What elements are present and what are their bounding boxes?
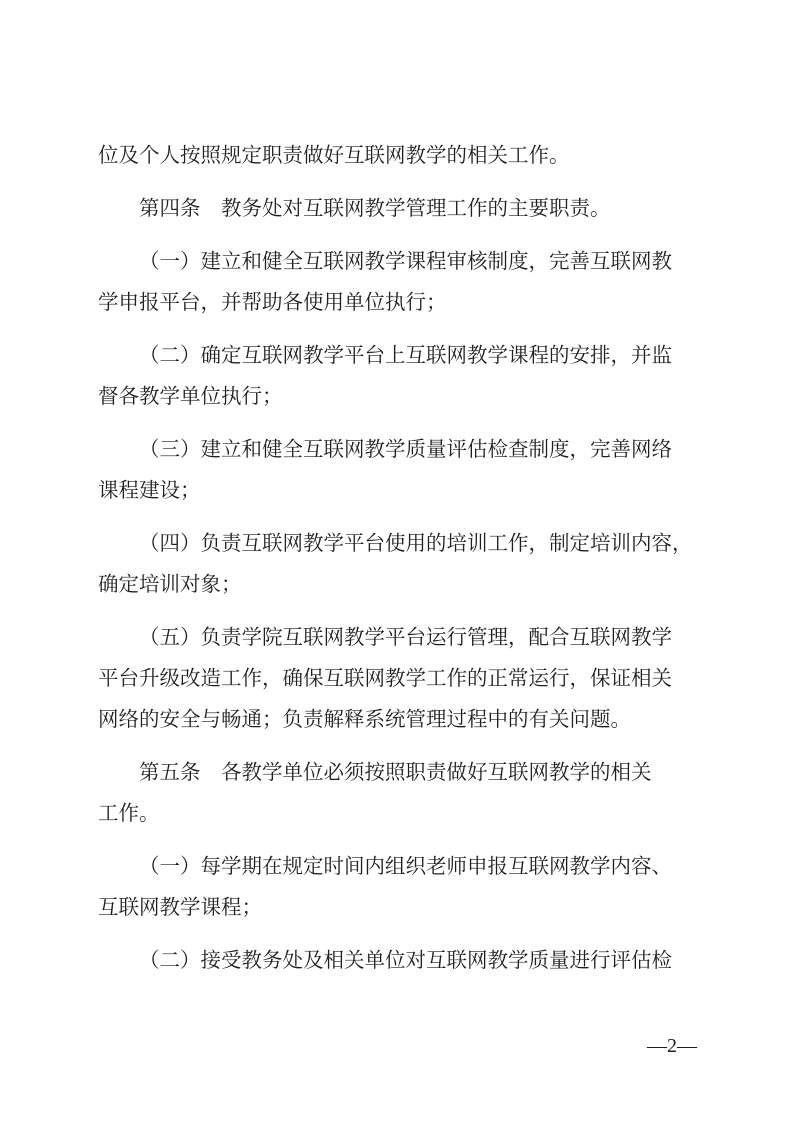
text-line: 学申报平台，并帮助各使用单位执行； (98, 292, 447, 314)
text-line: 工作。 (98, 803, 160, 825)
paragraph (98, 430, 694, 512)
page-number: —2— (647, 1035, 697, 1057)
paragraph (98, 524, 694, 606)
text-line: （三）建立和健全互联网教学质量评估检查制度，完善网络 (139, 439, 672, 461)
text-line: （五）负责学院互联网教学平台运行管理，配合互联网教学 (139, 627, 672, 649)
text-line: 网络的安全与畅通；负责解释系统管理过程中的有关问题。 (98, 709, 631, 731)
text-line: （二）接受教务处及相关单位对互联网教学质量进行评估检 (139, 950, 672, 972)
text-line: （一）建立和健全互联网教学课程审核制度，完善互联网教 (139, 251, 672, 273)
text-line: （四）负责互联网教学平台使用的培训工作，制定培训内容， (139, 533, 693, 555)
text-line: （二）确定互联网教学平台上互联网教学课程的安排，并监 (139, 345, 672, 367)
text-line: 课程建设； (98, 480, 201, 502)
text-line: 位及个人按照规定职责做好互联网教学的相关工作。 (98, 145, 570, 167)
text-line: 第五条 各教学单位必须按照职责做好互联网教学的相关 (139, 762, 652, 784)
document-body (98, 136, 694, 982)
paragraph (98, 753, 694, 835)
paragraph (98, 242, 694, 324)
text-line: 确定培训对象； (98, 574, 242, 596)
text-line: 平台升级改造工作，确保互联网教学工作的正常运行，保证相关 (98, 668, 672, 690)
paragraph (98, 618, 694, 741)
paragraph (98, 847, 694, 929)
text-line: 互联网教学课程； (98, 897, 262, 919)
text-line: （一）每学期在规定时间内组织老师申报互联网教学内容、 (139, 856, 672, 878)
paragraph (98, 136, 694, 177)
paragraph (98, 336, 694, 418)
paragraph (98, 941, 694, 982)
text-line: 督各教学单位执行； (98, 386, 283, 408)
paragraph (98, 189, 694, 230)
text-line: 第四条 教务处对互联网教学管理工作的主要职责。 (139, 198, 611, 220)
